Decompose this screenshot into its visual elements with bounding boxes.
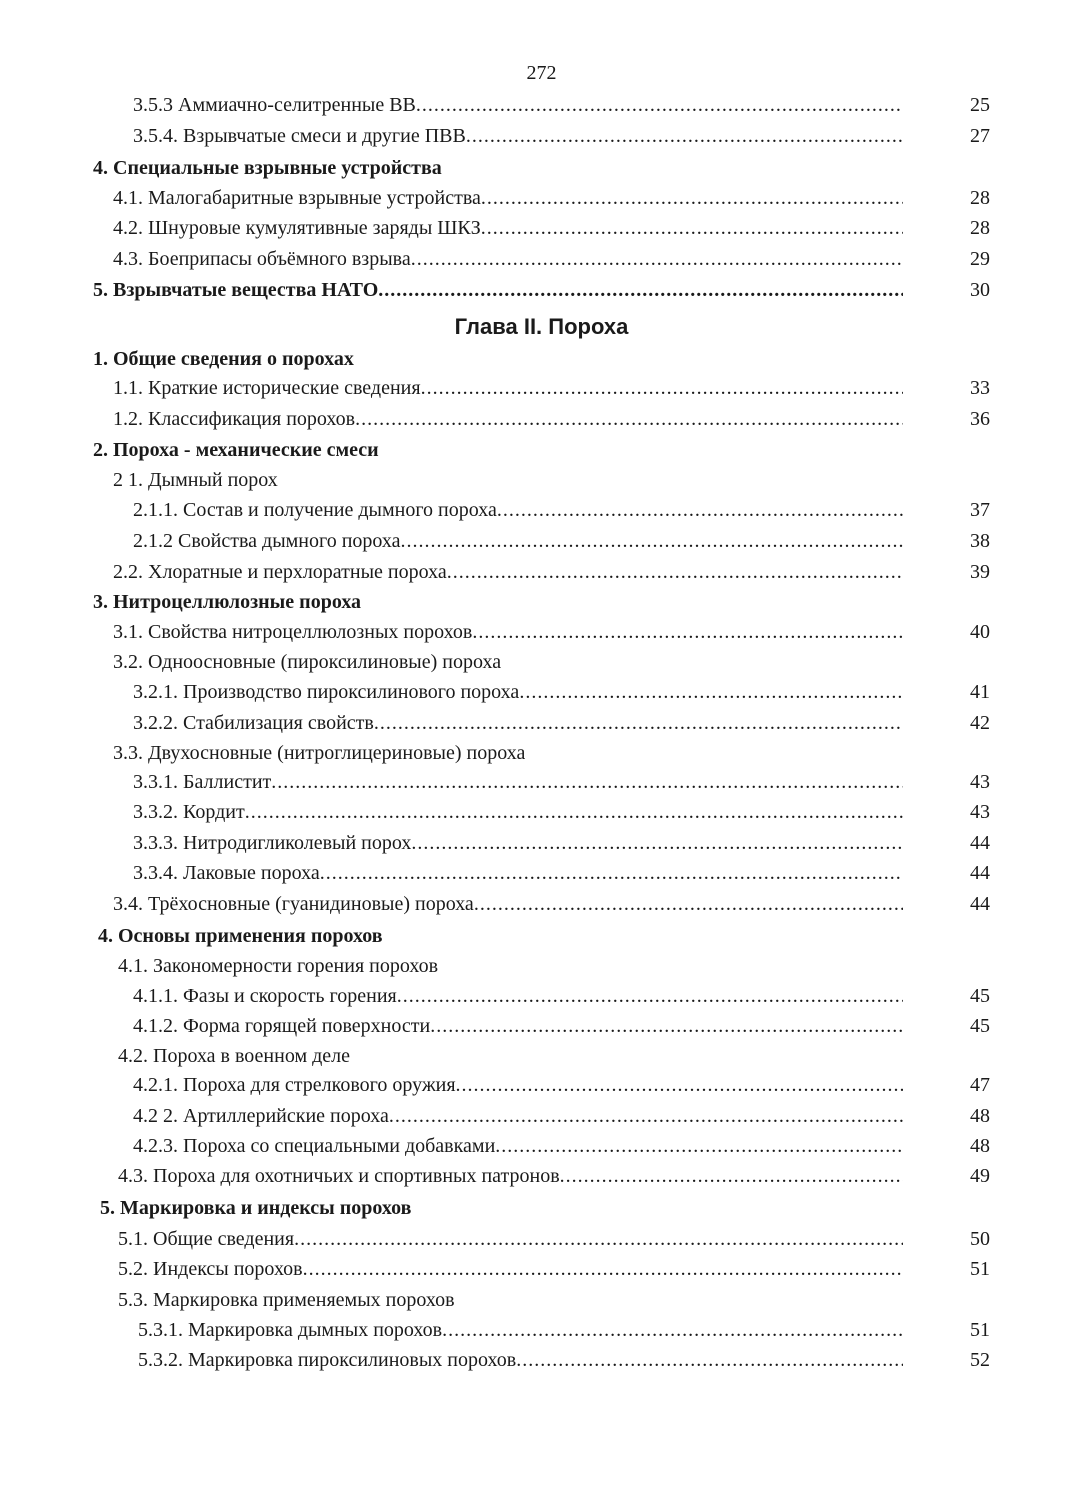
toc-entry-title: 3. Нитроцеллюлозные пороха	[93, 591, 362, 613]
dot-leader	[397, 981, 903, 1011]
toc-entry	[118, 1254, 905, 1284]
toc-entry-title: 3.5.3 Аммиачно-селитренные ВВ	[133, 94, 416, 116]
toc-page-number: 30	[970, 279, 990, 301]
toc-entry-title: 3.3.3. Нитродигликолевый порох	[133, 832, 412, 854]
toc-page-number: 42	[970, 712, 990, 734]
dot-leader	[495, 1131, 903, 1161]
toc-entry-title: 4.1.2. Форма горящей поверхности	[133, 1015, 431, 1037]
toc-entry-title: 3.3.1. Баллистит	[133, 771, 272, 793]
toc-section-heading	[93, 153, 905, 183]
toc-entry	[113, 738, 905, 768]
toc-entry	[133, 828, 905, 858]
toc-entry-title: 3.4. Трёхосновные (гуанидиновые) пороха	[113, 893, 474, 915]
dot-leader	[401, 526, 903, 556]
toc-page-number: 43	[970, 801, 990, 823]
dot-leader	[320, 858, 903, 888]
dot-leader	[378, 275, 903, 305]
toc-entry	[133, 1070, 905, 1100]
toc-page-number: 49	[970, 1165, 990, 1187]
dot-leader	[411, 244, 903, 274]
toc-entry-title: 4.2 2. Артиллерийские пороха	[133, 1105, 389, 1127]
toc-entry	[133, 708, 905, 738]
dot-leader	[447, 557, 903, 587]
toc-page-number: 27	[970, 125, 990, 147]
dot-leader	[245, 797, 903, 827]
toc-page-number: 51	[970, 1258, 990, 1280]
toc-entry	[133, 677, 905, 707]
toc-entry	[133, 90, 905, 120]
dot-leader	[456, 1070, 903, 1100]
toc-entry	[113, 373, 905, 403]
toc-entry	[113, 465, 905, 495]
toc-page-number: 40	[970, 621, 990, 643]
toc-entry	[113, 213, 905, 243]
toc-entry	[118, 1161, 905, 1191]
toc-entry-title: 4.1. Малогабаритные взрывные устройства	[113, 187, 481, 209]
toc-page-number: 39	[970, 561, 990, 583]
dot-leader	[416, 90, 903, 120]
dot-leader	[430, 1011, 903, 1041]
toc-page-number: 47	[970, 1074, 990, 1096]
dot-leader	[303, 1254, 903, 1284]
toc-entry-title: 5.2. Индексы порохов	[118, 1258, 303, 1280]
toc-entry-title: 1.2. Классификация порохов	[113, 408, 356, 430]
toc-entry-title: 3.2.1. Производство пироксилинового пороха	[133, 681, 520, 703]
toc-entry-title: 2.2. Хлоратные и перхлоратные пороха	[113, 561, 447, 583]
toc-page-number: 36	[970, 408, 990, 430]
toc-entry	[113, 557, 905, 587]
toc-page-number: 44	[970, 862, 990, 884]
toc-entry-title: 4.3. Боеприпасы объёмного взрыва	[113, 248, 411, 270]
toc-page-number: 51	[970, 1319, 990, 1341]
toc-entry	[138, 1315, 905, 1345]
toc-entry	[113, 617, 905, 647]
toc-section-heading	[93, 587, 905, 617]
toc-entry-title: 3.1. Свойства нитроцеллюлозных порохов	[113, 621, 473, 643]
dot-leader	[560, 1161, 903, 1191]
toc-page-number: 29	[970, 248, 990, 270]
toc-entry-title: 4.2.1. Пороха для стрелкового оружия	[133, 1074, 456, 1096]
toc-page-number: 52	[970, 1349, 990, 1371]
toc-entry-title: 4.2. Шнуровые кумулятивные заряды ШКЗ	[113, 217, 481, 239]
toc-page-number: 45	[970, 1015, 990, 1037]
toc-entry-title: 4. Основы применения порохов	[98, 925, 383, 947]
toc-entry	[118, 1224, 905, 1254]
toc-page-number: 28	[970, 217, 990, 239]
toc-entry-title: 5. Маркировка и индексы порохов	[100, 1197, 412, 1219]
dot-leader	[442, 1315, 903, 1345]
toc-entry-title: 3.2.2. Стабилизация свойств	[133, 712, 374, 734]
toc-page-number: 44	[970, 893, 990, 915]
toc-section-heading	[93, 435, 905, 465]
toc-entry-title: 3.5.4. Взрывчатые смеси и другие ПВВ	[133, 125, 466, 147]
toc-entry-title: 1.1. Краткие исторические сведения	[113, 377, 421, 399]
dot-leader	[374, 708, 903, 738]
toc-entry-title: 5.3.2. Маркировка пироксилиновых порохов	[138, 1349, 517, 1371]
toc-entry-title: 2. Пороха - механические смеси	[93, 439, 379, 461]
toc-page-number: 28	[970, 187, 990, 209]
toc-entry-title: 2 1. Дымный порох	[113, 469, 278, 491]
toc-entry	[113, 183, 905, 213]
toc-page-number: 50	[970, 1228, 990, 1250]
toc-entry	[118, 951, 905, 981]
toc-page-number: 48	[970, 1135, 990, 1157]
dot-leader	[271, 767, 903, 797]
toc-entry	[133, 121, 905, 151]
dot-leader	[355, 404, 903, 434]
dot-leader	[516, 1345, 903, 1375]
toc-page-number: 43	[970, 771, 990, 793]
toc-entry-title: 5.1. Общие сведения	[118, 1228, 295, 1250]
toc-page-number: 45	[970, 985, 990, 1007]
dot-leader	[481, 183, 903, 213]
toc-entry	[133, 526, 905, 556]
dot-leader	[466, 121, 903, 151]
dot-leader	[389, 1101, 903, 1131]
dot-leader	[411, 828, 903, 858]
toc-entry	[133, 1101, 905, 1131]
toc-entry-title: 4.2. Пороха в военном деле	[118, 1045, 351, 1067]
toc-entry	[113, 404, 905, 434]
toc-entry	[133, 858, 905, 888]
toc-entry-title: 4.1. Закономерности горения порохов	[118, 955, 439, 977]
toc-entry-title: 3.3. Двухосновные (нитроглицериновые) пороха	[113, 742, 526, 764]
toc-entry	[133, 495, 905, 525]
dot-leader	[481, 213, 903, 243]
toc-entry-title: 5.3. Маркировка применяемых порохов	[118, 1289, 455, 1311]
toc-entry	[118, 1041, 905, 1071]
toc-entry-title: 3.3.4. Лаковые пороха	[133, 862, 320, 884]
toc-page-number: 37	[970, 499, 990, 521]
toc-entry-title: 5. Взрывчатые вещества НАТО	[93, 279, 379, 301]
dot-leader	[472, 617, 903, 647]
toc-entry-title: 3.2. Одноосновные (пироксилиновые) пороха	[113, 651, 502, 673]
toc-entry-title: 2.1.2 Свойства дымного пороха	[133, 530, 401, 552]
toc-section-heading	[100, 1193, 905, 1223]
toc-entry	[133, 797, 905, 827]
page-number: 272	[526, 62, 557, 84]
toc-entry	[133, 981, 905, 1011]
toc-page-number: 33	[970, 377, 990, 399]
toc-section-heading	[98, 921, 905, 951]
toc-entry	[118, 1285, 905, 1315]
toc-entry-title: 3.3.2. Кордит	[133, 801, 245, 823]
dot-leader	[421, 373, 903, 403]
toc-entry-title: 1. Общие сведения о порохах	[93, 348, 354, 370]
toc-page-number: 44	[970, 832, 990, 854]
toc-page-number: 38	[970, 530, 990, 552]
toc-entry-title: 4.3. Пороха для охотничьих и спортивных патронов	[118, 1165, 560, 1187]
toc-entry	[133, 1131, 905, 1161]
toc-entry	[133, 767, 905, 797]
toc-entry	[113, 889, 905, 919]
toc-entry-title: 4.1.1. Фазы и скорость горения	[133, 985, 397, 1007]
dot-leader	[497, 495, 903, 525]
toc-entry	[113, 244, 905, 274]
toc-entry	[133, 1011, 905, 1041]
toc-entry-title: 4. Специальные взрывные устройства	[93, 157, 442, 179]
dot-leader	[294, 1224, 903, 1254]
toc-section-heading	[93, 275, 905, 305]
toc-entry-title: 2.1.1. Состав и получение дымного пороха	[133, 499, 497, 521]
toc-page-number: 48	[970, 1105, 990, 1127]
dot-leader	[519, 677, 903, 707]
toc-page-number: 25	[970, 94, 990, 116]
toc-page-number: 41	[970, 681, 990, 703]
chapter-title: Глава II. Пороха	[454, 314, 629, 339]
toc-entry	[113, 647, 905, 677]
toc-entry-title: 4.2.3. Пороха со специальными добавками	[133, 1135, 496, 1157]
dot-leader	[474, 889, 903, 919]
toc-section-heading	[93, 344, 905, 374]
toc-entry	[138, 1345, 905, 1375]
toc-entry-title: 5.3.1. Маркировка дымных порохов	[138, 1319, 443, 1341]
